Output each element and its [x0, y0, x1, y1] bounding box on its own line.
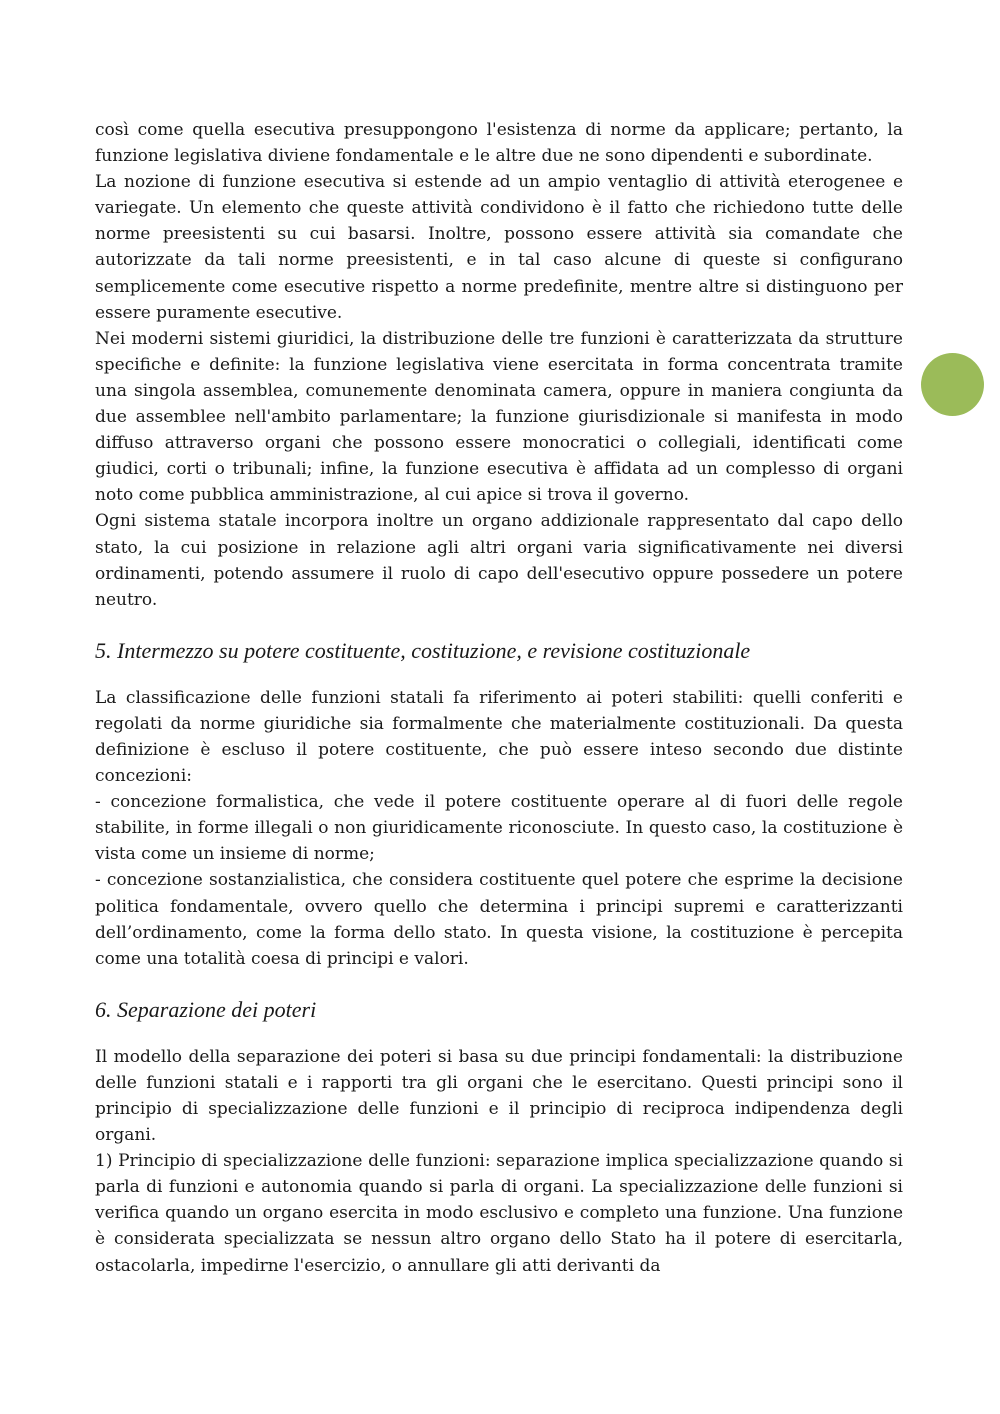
paragraph: Ogni sistema statale incorpora inoltre un organo addizionale rappresentato dal capo dello stato, la cui posizione in relazione agli altri organi varia significativamente nei diversi ordinamenti, potendo assumere il ruolo di capo dell'esecutivo oppure possedere un potere neutro. [95, 511, 903, 610]
paragraph: 1) Principio di specializzazione delle funzioni: separazione implica specializzazione quando si parla di funzioni e autonomia quando si parla di organi. La specializzazione delle funzioni si verifica quando un organo esercita in modo esclusivo e completo una funzione. Una funzione è considerata specializzata se nessun altro organo dello Stato ha il potere di esercitarla, ostacolarla, impedirne l'esercizio, o annullare gli atti derivanti da [95, 1151, 903, 1276]
list-item: - concezione sostanzialistica, che considera costituente quel potere che esprime la decisione politica fondamentale, ovvero quello che determina i principi supremi e caratterizzanti dell’ordinamento, come la forma dello stato. In questa visione, la costituzione è percepita come una totalità coesa di principi e valori. [95, 870, 903, 969]
paragraph: La classificazione delle funzioni statali fa riferimento ai poteri stabiliti: quelli conferiti e regolati da norme giuridiche sia formalmente che materialmente costituzionali. Da questa definizione è escluso il potere costituente, che può essere inteso secondo due distinte concezioni: [95, 687, 903, 787]
list-item: - concezione formalistica, che vede il potere costituente operare al di fuori delle regole stabilite, in forme illegali o non giuridicamente riconosciute. In questo caso, la costituzione è vista come un insieme di norme; [95, 792, 903, 865]
paragraph: Nei moderni sistemi giuridici, la distribuzione delle tre funzioni è caratterizzata da strutture specifiche e definite: la funzione legislativa viene esercitata in forma concentrata tramite una singola assemblea, comunemente denominata camera, oppure in maniera congiunta da due assemblee nell'ambito parlamentare; la funzione giurisdizionale si manifesta in modo diffuso attraverso organi che possono essere monocratici o collegiali, identificati come giudici, corti o tribunali; infine, la funzione esecutiva è affidata ad un complesso di organi noto come pubblica amministrazione, al cui apice si trova il governo. [95, 328, 903, 506]
paragraph: La nozione di funzione esecutiva si estende ad un ampio ventaglio di attività eterogenee e variegate. Un elemento che queste attività condividono è il fatto che richiedono tutte delle norme preesistenti su cui basarsi. Inoltre, possono essere attività sia comandate che autorizzate da tali norme preesistenti, e in tal caso alcune di queste si configurano semplicemente come esecutive rispetto a norme predefinite, mentre altre si distinguono per essere puramente esecutive. [95, 172, 903, 323]
document-page [95, 117, 903, 1279]
section-heading: 5. Intermezzo su potere costituente, costituzione, e revisione costituzionale [95, 637, 751, 663]
paragraph: Il modello della separazione dei poteri si basa su due principi fondamentali: la distribuzione delle funzioni statali e i rapporti tra gli organi che le esercitano. Questi principi sono il principio di specializzazione delle funzioni e il principio di reciproca indipendenza degli organi. [95, 1046, 903, 1146]
paragraph: così come quella esecutiva presuppongono l'esistenza di norme da applicare; pertanto, la funzione legislativa diviene fondamentale e le altre due ne sono dipendenti e subordinate. [95, 120, 903, 167]
section-heading: 6. Separazione dei poteri [95, 996, 317, 1022]
decorative-circle [921, 353, 984, 416]
